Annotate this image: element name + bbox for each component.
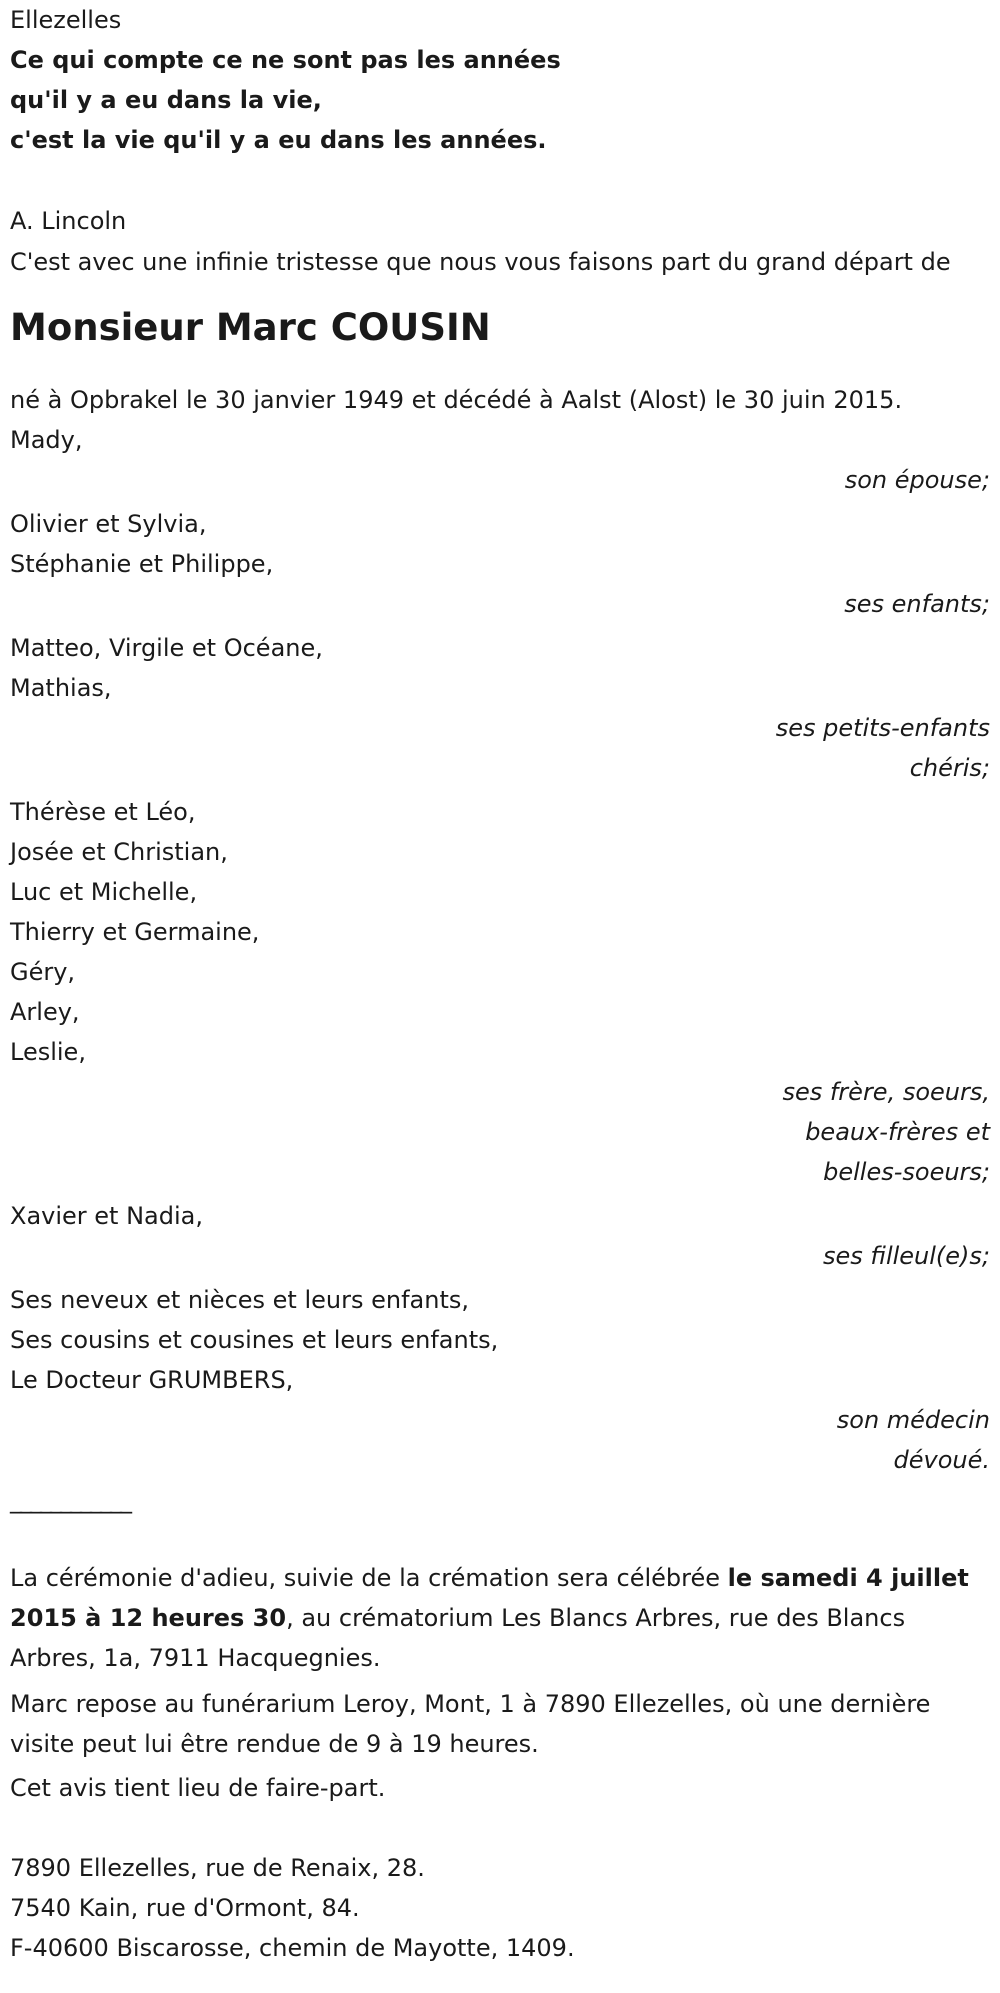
family-group <box>10 504 990 624</box>
intro-text: C'est avec une infinie tristesse que nous vous faisons part du grand départ de <box>10 248 951 276</box>
visit-text: Marc repose au funérarium Leroy, Mont, 1 à 7890 Ellezelles, où une dernière visite peut lui être rendue de 9 à 19 heures. <box>10 1690 931 1758</box>
family-group <box>10 628 990 788</box>
family-list <box>10 420 990 1480</box>
ceremony-text-before: La cérémonie d'adieu, suivie de la crémation sera célébrée <box>10 1564 728 1592</box>
quote <box>10 40 990 160</box>
family-role: beaux-frères et <box>805 1118 990 1146</box>
family-role: dévoué. <box>893 1446 990 1474</box>
obituary-content <box>10 0 990 1968</box>
family-name: Ses cousins et cousines et leurs enfants, <box>10 1326 499 1354</box>
family-name: Luc et Michelle, <box>10 878 198 906</box>
family-group <box>10 1196 990 1276</box>
family-name: Géry, <box>10 958 76 986</box>
family-name: Olivier et Sylvia, <box>10 510 207 538</box>
family-role: ses enfants; <box>844 590 990 618</box>
family-role: son médecin <box>836 1406 990 1434</box>
family-group <box>10 1280 990 1480</box>
notice-text: Cet avis tient lieu de faire-part. <box>10 1774 386 1802</box>
quote-author: A. Lincoln <box>10 207 127 235</box>
family-role: belles-soeurs; <box>823 1158 990 1186</box>
family-role: ses petits-enfants <box>775 714 990 742</box>
ceremony-text-after: , au crématorium Les Blancs Arbres, rue des Blancs Arbres, 1a, 7911 Hacquegnies. <box>10 1604 906 1672</box>
family-role: chéris; <box>909 754 990 782</box>
family-role: ses frère, soeurs, <box>782 1078 990 1106</box>
quote-line: c'est la vie qu'il y a eu dans les années. <box>10 126 547 154</box>
family-role: son épouse; <box>844 466 990 494</box>
family-name: Stéphanie et Philippe, <box>10 550 274 578</box>
quote-line: qu'il y a eu dans la vie, <box>10 86 322 114</box>
ceremony-date: le samedi 4 juillet 2015 à 12 heures 30 <box>10 1564 969 1632</box>
family-name: Le Docteur GRUMBERS, <box>10 1366 294 1394</box>
family-name: Thierry et Germaine, <box>10 918 260 946</box>
family-group <box>10 420 990 500</box>
deceased-name: Monsieur Marc COUSIN <box>10 306 491 349</box>
address-list <box>10 1848 990 1968</box>
address: 7890 Ellezelles, rue de Renaix, 28. <box>10 1854 425 1882</box>
family-name: Arley, <box>10 998 80 1026</box>
family-name: Ses neveux et nièces et leurs enfants, <box>10 1286 469 1314</box>
family-group <box>10 792 990 1192</box>
family-name: Josée et Christian, <box>10 838 228 866</box>
family-role: ses filleul(e)s; <box>823 1242 990 1270</box>
ceremony-text <box>10 1558 990 1678</box>
family-name: Mady, <box>10 426 83 454</box>
quote-line: Ce qui compte ce ne sont pas les années <box>10 46 561 74</box>
address: F-40600 Biscarosse, chemin de Mayotte, 1409. <box>10 1934 575 1962</box>
family-name: Xavier et Nadia, <box>10 1202 203 1230</box>
separator: ____________ <box>10 1486 130 1514</box>
family-name: Leslie, <box>10 1038 86 1066</box>
family-name: Matteo, Virgile et Océane, <box>10 634 323 662</box>
family-name: Thérèse et Léo, <box>10 798 196 826</box>
birth-death-text: né à Opbrakel le 30 janvier 1949 et décédé à Aalst (Alost) le 30 juin 2015. <box>10 386 903 414</box>
address: 7540 Kain, rue d'Ormont, 84. <box>10 1894 360 1922</box>
family-name: Mathias, <box>10 674 112 702</box>
place: Ellezelles <box>10 6 122 34</box>
